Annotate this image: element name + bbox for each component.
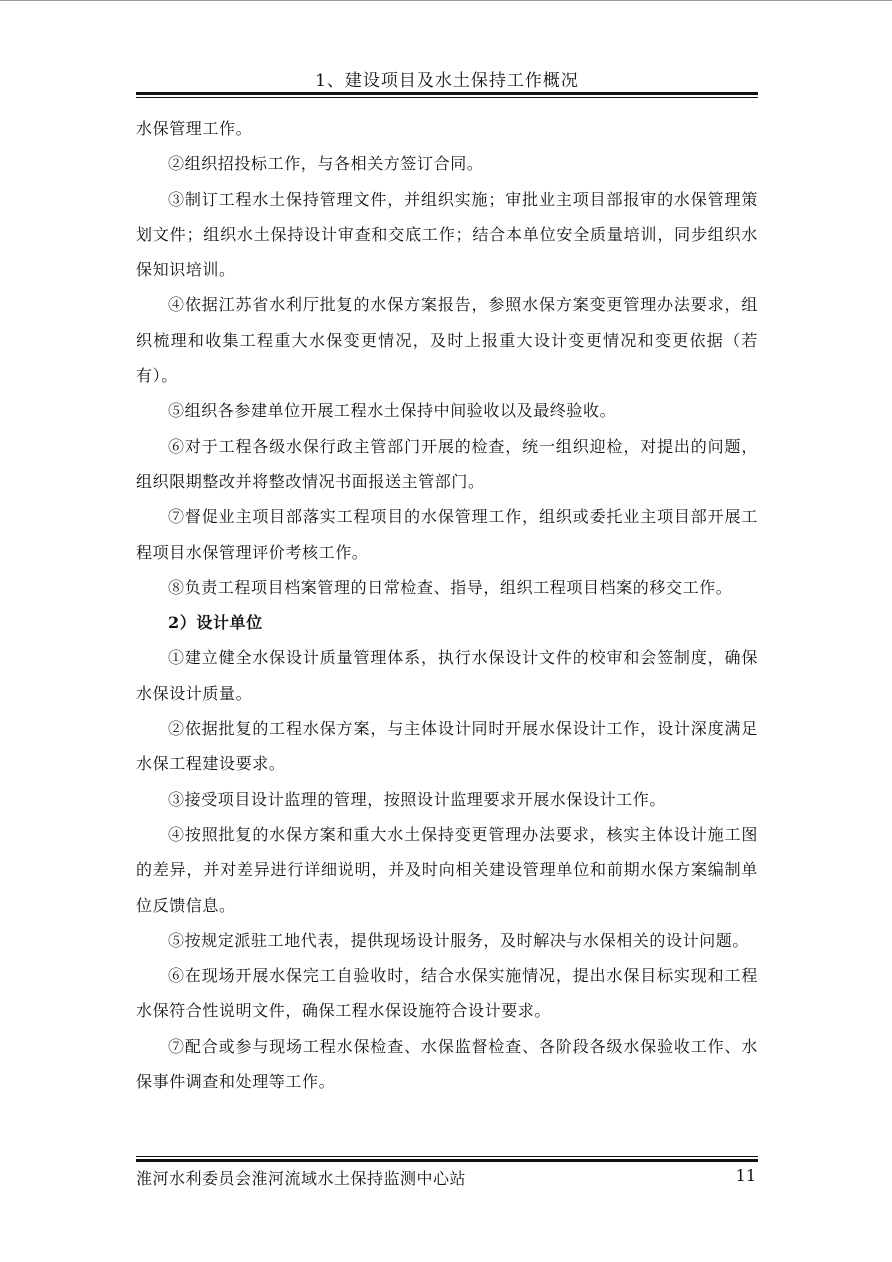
header-title: 1、建设项目及水土保持工作概况 xyxy=(315,71,579,91)
page-top-border xyxy=(0,0,892,1)
section-heading: 2）设计单位 xyxy=(168,613,263,633)
paragraph: ⑤按规定派驻工地代表，提供现场设计服务，及时解决与水保相关的设计问题。 xyxy=(168,930,750,950)
paragraph: ④依据江苏省水利厅批复的水保方案报告，参照水保方案变更管理办法要求，组织梳理和收集工程重大水保变更情况，及时上报重大设计变更情况和变更依据（若有）。 xyxy=(136,295,758,386)
paragraph: ①建立健全水保设计质量管理体系，执行水保设计文件的校审和会签制度，确保水保设计质量。 xyxy=(136,648,758,703)
paragraph: ⑤组织各参建单位开展工程水土保持中间验收以及最终验收。 xyxy=(168,401,617,421)
paragraph: ④按照批复的水保方案和重大水土保持变更管理办法要求，核实主体设计施工图的差异，并对差异进行详细说明，并及时向相关建设管理单位和前期水保方案编制单位反馈信息。 xyxy=(136,824,758,915)
page-footer xyxy=(136,1156,758,1192)
footer-organization: 淮河水利委员会淮河流域水土保持监测中心站 xyxy=(136,1169,467,1188)
header-rule-thick xyxy=(136,92,758,95)
paragraph: ⑦配合或参与现场工程水保检查、水保监督检查、各阶段各级水保验收工作、水保事件调查和处理等工作。 xyxy=(136,1036,758,1092)
paragraph: ⑦督促业主项目部落实工程项目的水保管理工作，组织或委托业主项目部开展工程项目水保管理评价考核工作。 xyxy=(136,507,758,562)
paragraph: ③接受项目设计监理的管理，按照设计监理要求开展水保设计工作。 xyxy=(168,789,667,809)
paragraph: ⑥对于工程各级水保行政主管部门开展的检查，统一组织迎检，对提出的问题，组织限期整改并将整改情况书面报送主管部门。 xyxy=(136,436,758,491)
page-header xyxy=(136,60,758,96)
paragraph: ②组织招投标工作，与各相关方签订合同。 xyxy=(168,154,484,174)
footer-rule-thick xyxy=(136,1159,758,1162)
paragraph: ②依据批复的工程水保方案，与主体设计同时开展水保设计工作，设计深度满足水保工程建设要求。 xyxy=(136,719,758,774)
paragraph: ③制订工程水土保持管理文件，并组织实施；审批业主项目部报审的水保管理策划文件；组织水土保持设计审查和交底工作；结合本单位安全质量培训，同步组织水保知识培训。 xyxy=(136,189,758,280)
paragraph: ⑥在现场开展水保完工自验收时，结合水保实施情况，提出水保目标实现和工程水保符合性说明文件，确保工程水保设施符合设计要求。 xyxy=(136,966,758,1021)
document-body xyxy=(136,111,758,1099)
footer-rule-thin xyxy=(136,1156,758,1157)
header-rule-thin xyxy=(136,97,758,98)
page-number: 11 xyxy=(735,1166,756,1185)
paragraph: 水保管理工作。 xyxy=(136,119,253,138)
paragraph: ⑧负责工程项目档案管理的日常检查、指导，组织工程项目档案的移交工作。 xyxy=(168,577,733,597)
